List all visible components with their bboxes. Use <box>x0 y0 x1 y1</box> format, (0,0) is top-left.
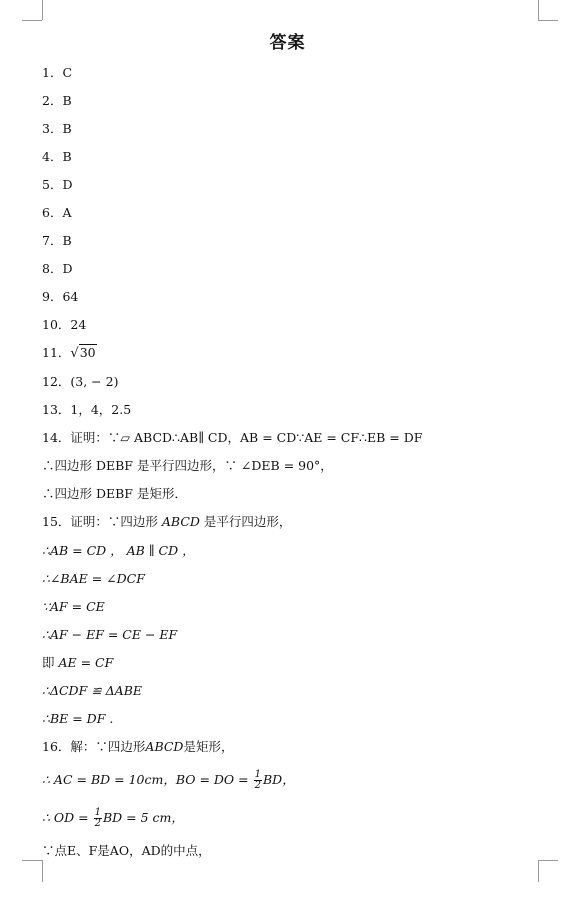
q16-line-2: ∴ AC = BD = 10cm，BO = DO = $\frac{1}{2}$ BD， <box>42 769 295 791</box>
answer-line: 8．D <box>42 261 73 276</box>
q14-line-3: ∴四边形 DEBF 是矩形． <box>42 486 187 501</box>
answer-line: 11．√30 <box>42 345 96 361</box>
crop-mark-top-right <box>538 20 558 21</box>
answer-line: 1．C <box>42 65 73 80</box>
answer-line: 7．B <box>42 233 72 248</box>
answer-line: 6．A <box>42 205 72 220</box>
page-title: 答案 <box>269 33 306 53</box>
answer-line: 12．(3, − 2) <box>42 374 119 389</box>
crop-mark-top-left <box>42 0 43 20</box>
answer-line: 5．D <box>42 177 73 192</box>
crop-mark-top-right <box>538 0 539 20</box>
answer-line: 13．1，4，2.5 <box>42 402 132 417</box>
q15-line-6: 即 AE = CF <box>42 655 114 670</box>
fraction: $\frac{1}{2}$ <box>94 807 101 829</box>
crop-mark-bottom-right <box>538 860 558 861</box>
q16-line-1: 16．解：∵四边形ABCD是矩形， <box>42 739 234 754</box>
answer-line: 10．24 <box>42 317 87 332</box>
q16-line-4: ∵点E、F是AO，AD的中点， <box>42 843 211 858</box>
sqrt-expression: √30 <box>70 345 96 361</box>
q15-line-4: ∵AF = CE <box>42 599 105 614</box>
answer-line: 4．B <box>42 149 72 164</box>
answer-line: 3．B <box>42 121 72 136</box>
crop-mark-bottom-right <box>538 860 539 882</box>
crop-mark-bottom-left <box>42 860 43 882</box>
q14-line-2: ∴四边形 DEBF 是平行四边形，∵ ∠DEB = 90°， <box>42 458 333 473</box>
q14-line-1: 14．证明：∵▱ ABCD∴AB∥ CD，AB = CD∵AE = CF∴EB = DF <box>42 430 423 445</box>
crop-mark-top-left <box>22 20 42 21</box>
q16-line-3: ∴ OD = $\frac{1}{2}$ BD = 5 cm， <box>42 807 184 829</box>
q15-line-1: 15．证明：∵四边形 ABCD 是平行四边形， <box>42 514 292 529</box>
answer-line: 9．64 <box>42 289 79 304</box>
crop-mark-bottom-left <box>22 860 42 861</box>
q15-line-5: ∴AF − EF = CE − EF <box>42 627 178 642</box>
q15-line-3: ∴∠BAE = ∠DCF <box>42 571 145 586</box>
fraction: $\frac{1}{2}$ <box>254 769 261 791</box>
q15-line-7: ∴ΔCDF ≌ ΔABE <box>42 683 143 698</box>
q15-line-2: ∴AB = CD ， AB ∥ CD ， <box>42 543 195 558</box>
answer-line: 2．B <box>42 93 72 108</box>
q15-line-8: ∴BE = DF . <box>42 711 114 726</box>
